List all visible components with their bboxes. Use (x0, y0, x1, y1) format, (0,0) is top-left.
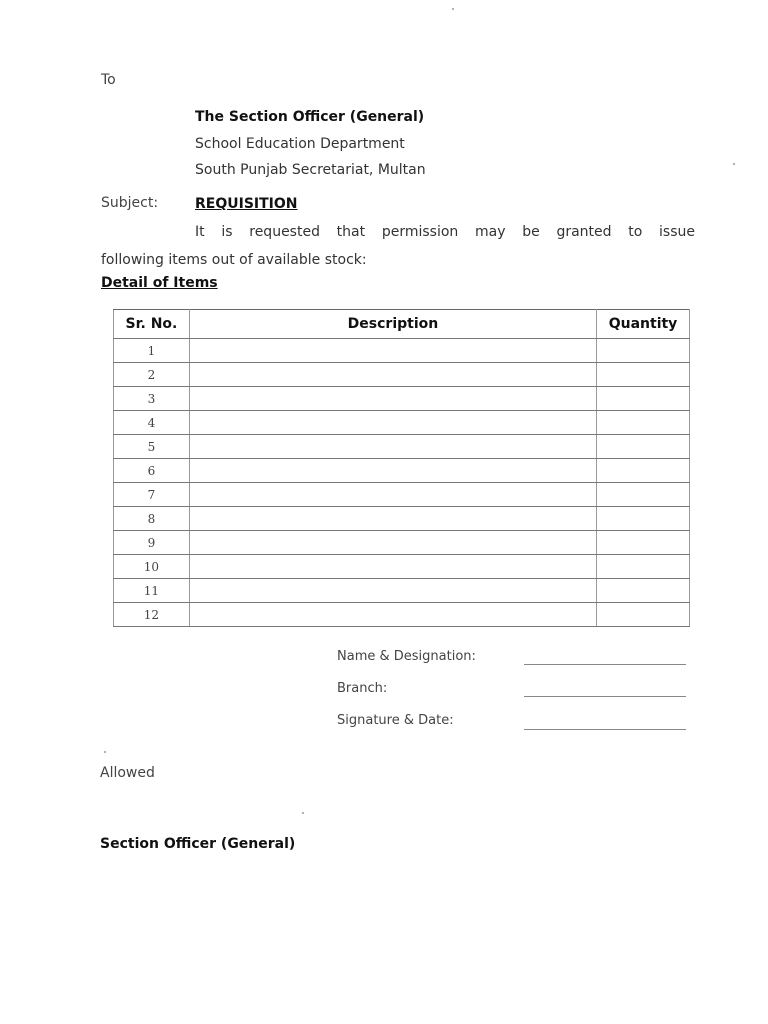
table-row (114, 603, 690, 627)
scan-speck (733, 163, 735, 165)
signature-date-line[interactable] (524, 729, 686, 730)
table-header-row (114, 310, 690, 339)
description-cell[interactable] (189, 531, 596, 555)
description-cell[interactable] (189, 339, 596, 363)
name-designation-label: Name & Designation: (337, 649, 476, 664)
scan-speck (302, 812, 304, 814)
table-row (114, 387, 690, 411)
to-label: To (101, 72, 116, 88)
table-row (114, 435, 690, 459)
table-row (114, 363, 690, 387)
table-row (114, 579, 690, 603)
recipient-office: South Punjab Secretariat, Multan (195, 162, 426, 178)
branch-line[interactable] (524, 696, 686, 697)
description-cell[interactable] (189, 411, 596, 435)
quantity-cell[interactable] (597, 603, 690, 627)
sr-no-cell: 2 (114, 363, 190, 387)
header-sr-no: Sr. No. (114, 310, 190, 339)
description-cell[interactable] (189, 387, 596, 411)
sr-no-cell: 1 (114, 339, 190, 363)
request-text-line-1: It is requested that permission may be granted to issue (195, 224, 695, 240)
scan-speck (452, 8, 454, 10)
sr-no-cell: 12 (114, 603, 190, 627)
quantity-cell[interactable] (597, 555, 690, 579)
items-table (113, 309, 690, 627)
table-row (114, 459, 690, 483)
quantity-cell[interactable] (597, 363, 690, 387)
quantity-cell[interactable] (597, 339, 690, 363)
description-cell[interactable] (189, 363, 596, 387)
description-cell[interactable] (189, 483, 596, 507)
sr-no-cell: 4 (114, 411, 190, 435)
sr-no-cell: 9 (114, 531, 190, 555)
quantity-cell[interactable] (597, 387, 690, 411)
sr-no-cell: 8 (114, 507, 190, 531)
description-cell[interactable] (189, 603, 596, 627)
allowed-label: Allowed (100, 765, 155, 781)
sr-no-cell: 6 (114, 459, 190, 483)
quantity-cell[interactable] (597, 531, 690, 555)
sr-no-cell: 5 (114, 435, 190, 459)
sr-no-cell: 10 (114, 555, 190, 579)
subject-label: Subject: (101, 195, 159, 211)
request-text-line-2: following items out of available stock: (101, 252, 367, 268)
scan-speck (104, 751, 106, 753)
detail-of-items-heading: Detail of Items (101, 275, 218, 291)
description-cell[interactable] (189, 435, 596, 459)
signature-date-label: Signature & Date: (337, 713, 454, 728)
description-cell[interactable] (189, 507, 596, 531)
section-officer-footer: Section Officer (General) (100, 836, 296, 852)
sr-no-cell: 11 (114, 579, 190, 603)
recipient-title: The Section Officer (General) (195, 109, 425, 125)
table-row (114, 411, 690, 435)
branch-label: Branch: (337, 681, 388, 696)
name-designation-line[interactable] (524, 664, 686, 665)
table-row (114, 531, 690, 555)
sr-no-cell: 3 (114, 387, 190, 411)
description-cell[interactable] (189, 579, 596, 603)
table-row (114, 555, 690, 579)
quantity-cell[interactable] (597, 435, 690, 459)
description-cell[interactable] (189, 459, 596, 483)
quantity-cell[interactable] (597, 459, 690, 483)
description-cell[interactable] (189, 555, 596, 579)
quantity-cell[interactable] (597, 507, 690, 531)
header-quantity: Quantity (597, 310, 690, 339)
table-row (114, 339, 690, 363)
header-description: Description (189, 310, 596, 339)
quantity-cell[interactable] (597, 411, 690, 435)
subject-value: REQUISITION (195, 196, 298, 212)
quantity-cell[interactable] (597, 483, 690, 507)
table-row (114, 507, 690, 531)
recipient-department: School Education Department (195, 136, 405, 152)
sr-no-cell: 7 (114, 483, 190, 507)
table-row (114, 483, 690, 507)
quantity-cell[interactable] (597, 579, 690, 603)
